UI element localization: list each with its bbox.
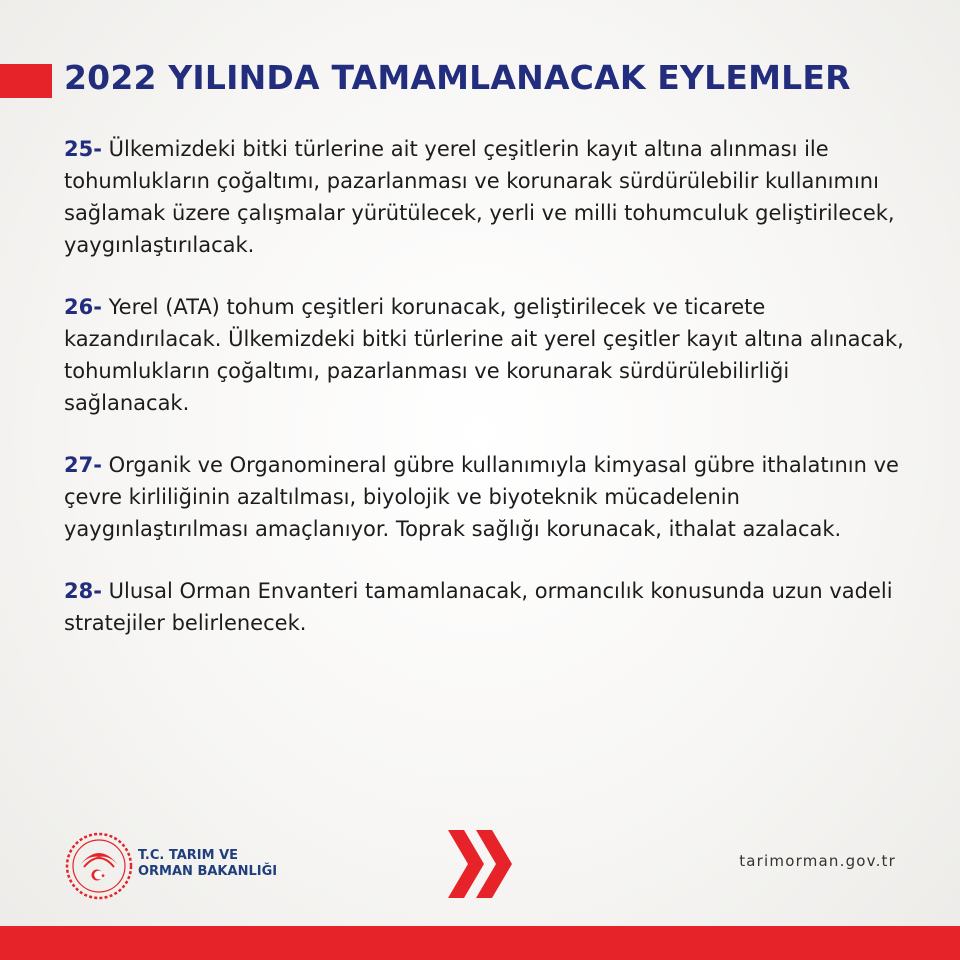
- ministry-name: [138, 848, 277, 880]
- item-number: 28-: [64, 579, 102, 603]
- item-number: 26-: [64, 295, 102, 319]
- list-item: [64, 575, 914, 639]
- item-text: Organik ve Organomineral gübre kullanımıyla kimyasal gübre ithalatının ve çevre kirliliğinin azaltılması, biyolojik ve biyoteknik mücadelenin yaygınlaştırılması amaçlanıyor. Toprak sağlığı korunacak, ithalat azalacak.: [64, 453, 899, 541]
- item-number: 27-: [64, 453, 102, 477]
- list-item: [64, 133, 914, 261]
- double-chevron-right-icon[interactable]: [446, 828, 516, 900]
- ministry-name-line2: ORMAN BAKANLIĞI: [138, 864, 278, 879]
- list-item: [64, 449, 914, 545]
- item-number: 25-: [64, 137, 102, 161]
- ministry-emblem-icon: [64, 831, 134, 901]
- website-link[interactable]: tarimorman.gov.tr: [739, 852, 896, 870]
- list-item: [64, 291, 914, 419]
- item-text: Yerel (ATA) tohum çeşitleri korunacak, geliştirilecek ve ticarete kazandırılacak. Ülkemizdeki bitki türlerine ait yerel çeşitler kayıt altına alınacak, tohumlukların çoğaltımı, pazarlanması ve korunarak sürdürülebilirliği sağlanacak.: [64, 295, 904, 415]
- ministry-name-line1: T.C. TARIM VE: [138, 848, 239, 863]
- title-accent-bar: [0, 64, 52, 98]
- item-text: Ülkemizdeki bitki türlerine ait yerel çeşitlerin kayıt altına alınması ile tohumlukların çoğaltımı, pazarlanması ve korunarak sürdürülebilir kullanımını sağlamak üzere çalışmalar yürütülecek, yerli ve milli tohumculuk geliştirilecek, yaygınlaştırılacak.: [64, 137, 895, 257]
- page-title: 2022 YILINDA TAMAMLANACAK EYLEMLER: [64, 58, 851, 97]
- footer-accent-bar: [0, 926, 960, 960]
- item-text: Ulusal Orman Envanteri tamamlanacak, ormancılık konusunda uzun vadeli stratejiler belirlenecek.: [64, 579, 893, 635]
- action-list: [64, 133, 914, 669]
